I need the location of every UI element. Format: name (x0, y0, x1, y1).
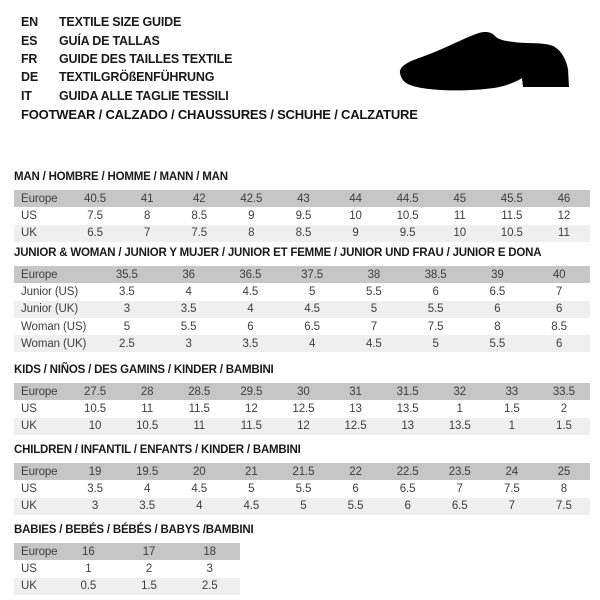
table-row (14, 301, 590, 318)
size-cell: 42 (192, 192, 206, 205)
language-row (21, 50, 232, 68)
table-row (14, 207, 590, 224)
row-label: UK (21, 227, 37, 240)
table-row (14, 480, 590, 497)
size-cell: 13 (349, 402, 362, 415)
size-cell: 19 (88, 465, 102, 478)
size-cell: 4.5 (366, 337, 382, 350)
size-cell: 16 (82, 545, 95, 558)
row-label: Europe (21, 192, 58, 205)
size-cell: 21 (245, 465, 258, 478)
section-title: JUNIOR & WOMAN / JUNIOR Y MUJER / JUNIOR ET FEMME / JUNIOR UND FRAU / JUNIOR E DONA (14, 247, 542, 259)
size-cell: 7 (370, 320, 378, 333)
row-label: Europe (21, 268, 58, 281)
table-row (14, 283, 590, 300)
size-cell: 6 (555, 303, 563, 316)
size-cell: 10 (88, 420, 102, 433)
size-cell: 19.5 (136, 465, 159, 478)
table-row (14, 543, 240, 560)
size-cell: 13.5 (396, 402, 419, 415)
size-section (14, 523, 590, 595)
size-cell: 44 (349, 192, 362, 205)
table-row (14, 335, 590, 352)
size-cell: 9.5 (399, 227, 416, 240)
size-cell: 10.5 (136, 420, 159, 433)
size-cell: 20 (192, 465, 206, 478)
table-row (14, 463, 590, 480)
size-cell: 5.5 (427, 303, 444, 316)
size-cell: 7 (555, 285, 563, 298)
size-cell: 6 (247, 320, 254, 333)
size-cell: 7.5 (427, 320, 444, 333)
size-cell: 4 (196, 500, 203, 513)
size-section (14, 443, 590, 515)
size-cell: 12.5 (292, 402, 315, 415)
size-cell: 13.5 (448, 420, 471, 433)
row-label: US (21, 402, 37, 415)
size-cell: 23.5 (448, 465, 471, 478)
size-cell: 0.5 (80, 580, 97, 593)
size-cell: 17 (142, 545, 156, 558)
language-label: GUÍA DE TALLAS (59, 33, 160, 48)
row-label: Junior (US) (21, 285, 79, 298)
size-cell: 8.5 (191, 209, 208, 222)
language-label: GUIDE DES TAILLES TEXTILE (59, 51, 233, 66)
language-code: FR (21, 51, 38, 66)
size-cell: 38 (367, 268, 381, 281)
size-table (14, 383, 590, 435)
size-cell: 40 (552, 268, 566, 281)
size-cell: 5 (300, 500, 307, 513)
size-cell: 4 (308, 337, 316, 350)
category-title: FOOTWEAR / CALZADO / CHAUSSURES / SCHUHE / CALZATURE (21, 107, 418, 122)
size-cell: 39 (491, 268, 504, 281)
size-cell: 3 (123, 303, 131, 316)
size-cell: 11 (193, 420, 206, 433)
size-cell: 3.5 (87, 482, 103, 495)
size-cell: 33.5 (552, 385, 575, 398)
size-cell: 1 (85, 562, 92, 575)
size-cell: 43 (297, 192, 310, 205)
size-cell: 4.5 (191, 482, 208, 495)
size-cell: 12 (297, 420, 310, 433)
size-cell: 12.5 (344, 420, 367, 433)
size-table (14, 543, 240, 595)
size-cell: 36 (182, 268, 195, 281)
size-cell: 7.5 (191, 227, 208, 240)
size-cell: 2.5 (201, 580, 218, 593)
size-cell: 6.5 (87, 227, 103, 240)
size-cell: 29.5 (240, 385, 263, 398)
row-label: Europe (21, 465, 58, 478)
size-cell: 24 (505, 465, 519, 478)
size-cell: 28 (140, 385, 154, 398)
table-row (14, 266, 590, 283)
language-label: TEXTILE SIZE GUIDE (59, 15, 182, 30)
size-cell: 5 (370, 303, 378, 316)
language-label: TEXTILGRÖßENFÜHRUNG (59, 70, 215, 85)
table-row (14, 190, 590, 207)
table-row (14, 225, 590, 242)
row-label: UK (21, 420, 37, 433)
language-code: IT (21, 88, 32, 103)
section-title: MAN / HOMBRE / HOMME / MANN / MAN (14, 171, 228, 183)
size-cell: 8.5 (551, 320, 567, 333)
size-cell: 9.5 (295, 209, 312, 222)
size-cell: 11.5 (501, 209, 523, 222)
language-row (21, 87, 232, 105)
size-cell: 5 (308, 285, 316, 298)
size-cell: 3 (206, 562, 213, 575)
size-cell: 44.5 (396, 192, 419, 205)
size-cell: 10.5 (500, 227, 523, 240)
table-row (14, 578, 240, 595)
size-cell: 5 (432, 337, 439, 350)
row-label: Europe (21, 545, 58, 558)
size-section (14, 170, 590, 242)
language-code: ES (21, 33, 38, 48)
size-cell: 10 (453, 227, 466, 240)
size-cell: 8 (248, 227, 255, 240)
size-cell: 45.5 (500, 192, 523, 205)
size-cell: 6.5 (451, 500, 468, 513)
size-cell: 37.5 (301, 268, 324, 281)
language-code: DE (21, 70, 38, 85)
size-section (14, 363, 590, 435)
size-cell: 4 (143, 482, 151, 495)
size-cell: 6 (432, 285, 439, 298)
size-cell: 8 (494, 320, 501, 333)
table-row (14, 498, 590, 515)
size-cell: 25 (557, 465, 571, 478)
row-label: Junior (UK) (21, 303, 79, 316)
size-cell: 11.5 (188, 402, 210, 415)
size-cell: 27.5 (84, 385, 107, 398)
language-code: EN (21, 15, 38, 30)
size-cell: 6 (352, 482, 359, 495)
row-label: US (21, 209, 37, 222)
size-cell: 45 (453, 192, 466, 205)
language-list (21, 13, 232, 105)
size-cell: 5 (248, 482, 255, 495)
size-cell: 1.5 (141, 580, 157, 593)
size-cell: 4.5 (304, 303, 320, 316)
size-cell: 11 (141, 402, 154, 415)
size-table (14, 190, 590, 242)
size-cell: 2 (560, 402, 568, 415)
size-cell: 11 (453, 209, 466, 222)
size-cell: 1.5 (503, 402, 520, 415)
size-cell: 6 (555, 337, 563, 350)
size-cell: 12 (557, 209, 571, 222)
size-cell: 3 (91, 500, 99, 513)
size-cell: 22 (349, 465, 362, 478)
row-label: UK (21, 580, 37, 593)
size-cell: 6 (494, 303, 501, 316)
table-row (14, 560, 240, 577)
size-cell: 3.5 (180, 303, 197, 316)
size-cell: 5.5 (366, 285, 382, 298)
size-cell: 9 (352, 227, 359, 240)
shoe-icon (398, 28, 575, 96)
size-cell: 3.5 (119, 285, 135, 298)
row-label: Woman (US) (21, 320, 87, 333)
size-cell: 11.5 (240, 420, 262, 433)
row-label: US (21, 562, 37, 575)
size-cell: 4 (247, 303, 254, 316)
size-cell: 6 (404, 500, 411, 513)
size-cell: 2.5 (119, 337, 135, 350)
row-label: Europe (21, 385, 58, 398)
size-table (14, 463, 590, 515)
size-cell: 31.5 (396, 385, 419, 398)
size-cell: 8 (143, 209, 151, 222)
section-title: BABIES / BEBÉS / BÉBÉS / BABYS /BAMBINI (14, 524, 254, 536)
size-cell: 10.5 (84, 402, 107, 415)
size-cell: 1.5 (556, 420, 572, 433)
size-cell: 4 (185, 285, 192, 298)
size-cell: 2 (145, 562, 153, 575)
size-cell: 7 (456, 482, 463, 495)
size-cell: 9 (248, 209, 255, 222)
size-cell: 5.5 (295, 482, 312, 495)
size-cell: 8.5 (295, 227, 312, 240)
size-cell: 33 (505, 385, 519, 398)
size-cell: 5.5 (180, 320, 197, 333)
table-row (14, 400, 590, 417)
size-cell: 6.5 (399, 482, 416, 495)
size-cell: 7.5 (87, 209, 103, 222)
size-cell: 36.5 (239, 268, 262, 281)
size-cell: 3.5 (242, 337, 259, 350)
size-cell: 6.5 (489, 285, 506, 298)
language-row (21, 13, 232, 31)
size-cell: 22.5 (396, 465, 419, 478)
language-row (21, 68, 232, 86)
size-cell: 38.5 (424, 268, 447, 281)
size-table (14, 266, 590, 352)
size-cell: 7.5 (503, 482, 520, 495)
table-row (14, 383, 590, 400)
row-label: UK (21, 500, 37, 513)
size-cell: 41 (140, 192, 154, 205)
size-cell: 28.5 (188, 385, 211, 398)
section-title: KIDS / NIÑOS / DES GAMINS / KINDER / BAMBINI (14, 364, 274, 376)
size-cell: 40.5 (84, 192, 107, 205)
section-title: CHILDREN / INFANTIL / ENFANTS / KINDER / BAMBINI (14, 444, 301, 456)
language-row (21, 31, 232, 49)
size-cell: 5.5 (489, 337, 506, 350)
size-cell: 42.5 (240, 192, 263, 205)
size-cell: 7 (508, 500, 515, 513)
table-row (14, 418, 590, 435)
size-cell: 10 (349, 209, 362, 222)
size-cell: 4.5 (243, 500, 260, 513)
size-cell: 5 (123, 320, 131, 333)
size-cell: 3.5 (139, 500, 155, 513)
size-cell: 11 (558, 227, 570, 240)
row-label: Woman (UK) (21, 337, 87, 350)
size-cell: 8 (560, 482, 568, 495)
language-label: GUIDA ALLE TAGLIE TESSILI (59, 88, 229, 103)
size-cell: 5.5 (347, 500, 364, 513)
size-cell: 3 (185, 337, 192, 350)
size-cell: 10.5 (396, 209, 419, 222)
size-cell: 7 (143, 227, 151, 240)
size-cell: 4.5 (242, 285, 259, 298)
size-cell: 13 (401, 420, 414, 433)
size-cell: 46 (557, 192, 571, 205)
size-cell: 32 (453, 385, 466, 398)
table-row (14, 318, 590, 335)
size-cell: 18 (203, 545, 216, 558)
row-label: US (21, 482, 37, 495)
size-cell: 21.5 (292, 465, 315, 478)
size-cell: 35.5 (115, 268, 138, 281)
size-cell: 31 (349, 385, 362, 398)
size-cell: 1 (508, 420, 515, 433)
size-cell: 1 (456, 402, 463, 415)
size-section (14, 246, 590, 352)
size-cell: 7.5 (556, 500, 572, 513)
size-cell: 30 (297, 385, 310, 398)
size-cell: 12 (245, 402, 258, 415)
size-cell: 6.5 (304, 320, 320, 333)
